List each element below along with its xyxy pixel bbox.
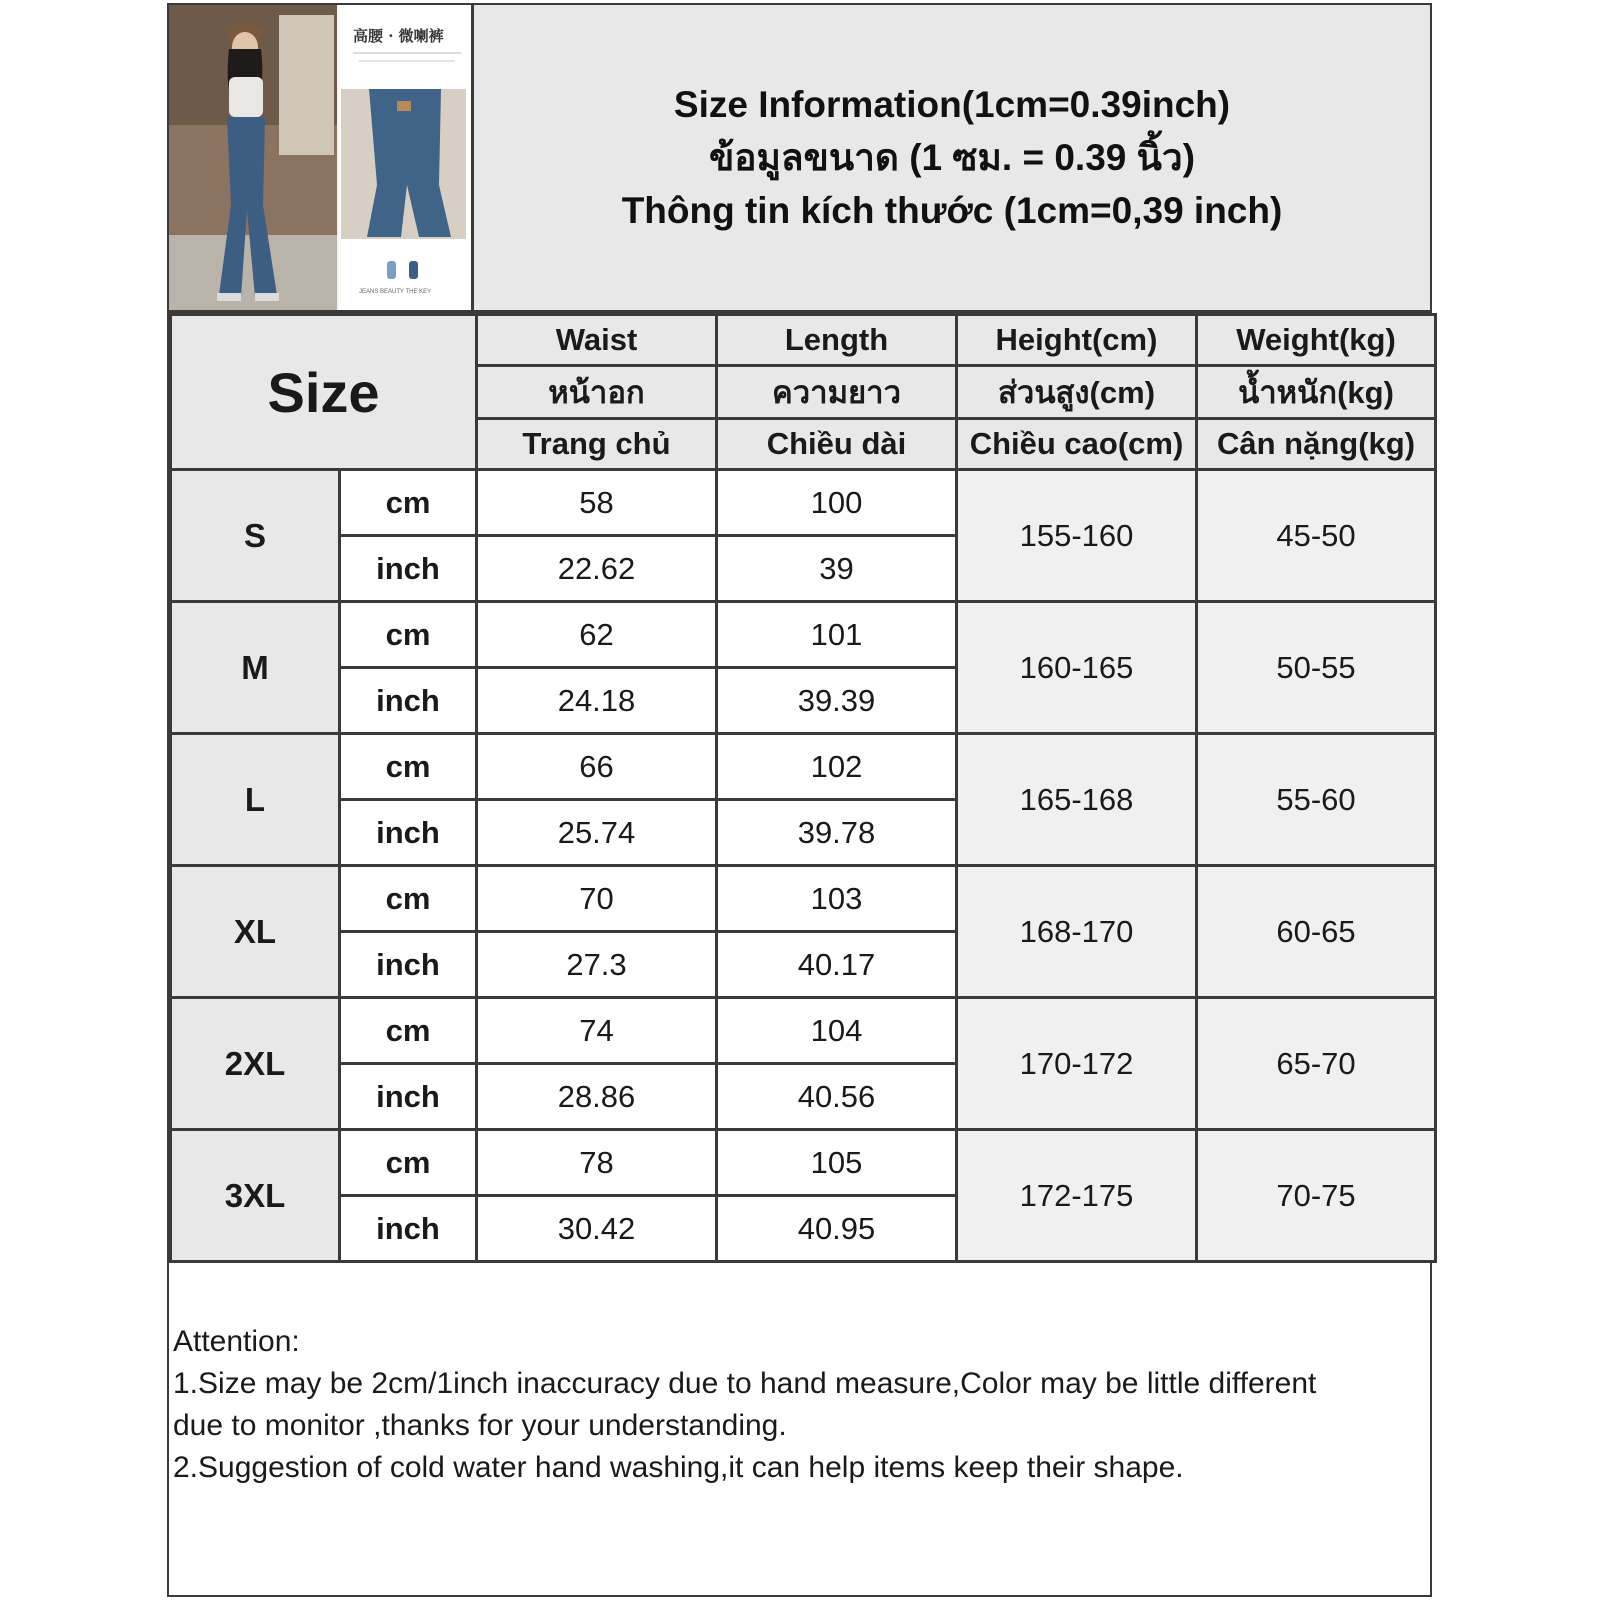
unit-label: inch (340, 1064, 477, 1130)
length-inch-cell: 39.39 (717, 668, 957, 734)
table-row (171, 602, 1436, 668)
header-row-en (171, 315, 1436, 366)
length-cm-cell: 101 (717, 602, 957, 668)
height-range-cell: 172-175 (957, 1130, 1197, 1262)
size-label: XL (171, 866, 340, 998)
weight-range-cell: 50-55 (1197, 602, 1436, 734)
waist-inch-cell: 25.74 (477, 800, 717, 866)
attention-line: 2.Suggestion of cold water hand washing,it can help items keep their shape. (173, 1451, 1184, 1484)
waist-inch-cell: 28.86 (477, 1064, 717, 1130)
attention-heading: Attention: (173, 1325, 300, 1358)
waist-cm-cell: 58 (477, 470, 717, 536)
height-range-cell: 168-170 (957, 866, 1197, 998)
column-header-vi: Chiều cao(cm) (957, 419, 1197, 470)
size-table (169, 313, 1437, 1263)
column-header-en: Weight(kg) (1197, 315, 1436, 366)
unit-label: inch (340, 536, 477, 602)
column-header-vi: Trang chủ (477, 419, 717, 470)
length-inch-cell: 40.56 (717, 1064, 957, 1130)
length-inch-cell: 40.95 (717, 1196, 957, 1262)
thumbnail-caption-cn: 高腰 · 微喇裤 (353, 27, 444, 45)
product-thumbnail (169, 5, 474, 310)
table-row (171, 866, 1436, 932)
column-header-en: Height(cm) (957, 315, 1197, 366)
height-range-cell: 165-168 (957, 734, 1197, 866)
attention-line: 1.Size may be 2cm/1inch inaccuracy due to hand measure,Color may be little different (173, 1367, 1317, 1400)
size-label: S (171, 470, 340, 602)
waist-cm-cell: 78 (477, 1130, 717, 1196)
unit-label: cm (340, 470, 477, 536)
waist-inch-cell: 22.62 (477, 536, 717, 602)
length-cm-cell: 102 (717, 734, 957, 800)
height-range-cell: 170-172 (957, 998, 1197, 1130)
waist-cm-cell: 66 (477, 734, 717, 800)
length-inch-cell: 39.78 (717, 800, 957, 866)
waist-inch-cell: 27.3 (477, 932, 717, 998)
waist-cm-cell: 62 (477, 602, 717, 668)
attention-line: due to monitor ,thanks for your understanding. (173, 1409, 787, 1442)
length-inch-cell: 39 (717, 536, 957, 602)
unit-label: inch (340, 932, 477, 998)
weight-range-cell: 55-60 (1197, 734, 1436, 866)
unit-label: inch (340, 1196, 477, 1262)
column-header-en: Length (717, 315, 957, 366)
table-row (171, 470, 1436, 536)
waist-inch-cell: 24.18 (477, 668, 717, 734)
unit-label: cm (340, 998, 477, 1064)
table-row (171, 1130, 1436, 1196)
size-column-header: Size (171, 315, 477, 470)
length-cm-cell: 105 (717, 1130, 957, 1196)
weight-range-cell: 45-50 (1197, 470, 1436, 602)
length-cm-cell: 104 (717, 998, 957, 1064)
weight-range-cell: 60-65 (1197, 866, 1436, 998)
title-english: Size Information(1cm=0.39inch) (673, 84, 1231, 125)
column-header-th: ส่วนสูง(cm) (957, 366, 1197, 419)
length-cm-cell: 103 (717, 866, 957, 932)
height-range-cell: 160-165 (957, 602, 1197, 734)
column-header-vi: Cân nặng(kg) (1197, 419, 1436, 470)
column-header-th: ความยาว (717, 366, 957, 419)
unit-label: cm (340, 602, 477, 668)
size-chart-sheet (167, 3, 1432, 1597)
height-range-cell: 155-160 (957, 470, 1197, 602)
column-header-th: น้ำหนัก(kg) (1197, 366, 1436, 419)
size-label: 2XL (171, 998, 340, 1130)
product-photo (169, 5, 471, 310)
size-info-title (474, 5, 1430, 310)
column-header-en: Waist (477, 315, 717, 366)
unit-label: cm (340, 866, 477, 932)
waist-cm-cell: 70 (477, 866, 717, 932)
table-row (171, 734, 1436, 800)
weight-range-cell: 70-75 (1197, 1130, 1436, 1262)
unit-label: cm (340, 1130, 477, 1196)
title-vietnamese: Thông tin kích thước (1cm=0,39 inch) (621, 190, 1283, 231)
column-header-vi: Chiều dài (717, 419, 957, 470)
unit-label: inch (340, 668, 477, 734)
size-label: L (171, 734, 340, 866)
length-inch-cell: 40.17 (717, 932, 957, 998)
size-label: M (171, 602, 340, 734)
thumbnail-caption-small: JEANS BEAUTY THE KEY (359, 289, 432, 295)
unit-label: inch (340, 800, 477, 866)
size-table-body (171, 315, 1436, 1262)
waist-cm-cell: 74 (477, 998, 717, 1064)
title-thai: ข้อมูลขนาด (1 ซม. = 0.39 นิ้ว) (708, 137, 1196, 178)
table-row (171, 998, 1436, 1064)
header-band (169, 5, 1430, 313)
waist-inch-cell: 30.42 (477, 1196, 717, 1262)
unit-label: cm (340, 734, 477, 800)
attention-notes (173, 1321, 1423, 1489)
size-label: 3XL (171, 1130, 340, 1262)
length-cm-cell: 100 (717, 470, 957, 536)
weight-range-cell: 65-70 (1197, 998, 1436, 1130)
column-header-th: หน้าอก (477, 366, 717, 419)
